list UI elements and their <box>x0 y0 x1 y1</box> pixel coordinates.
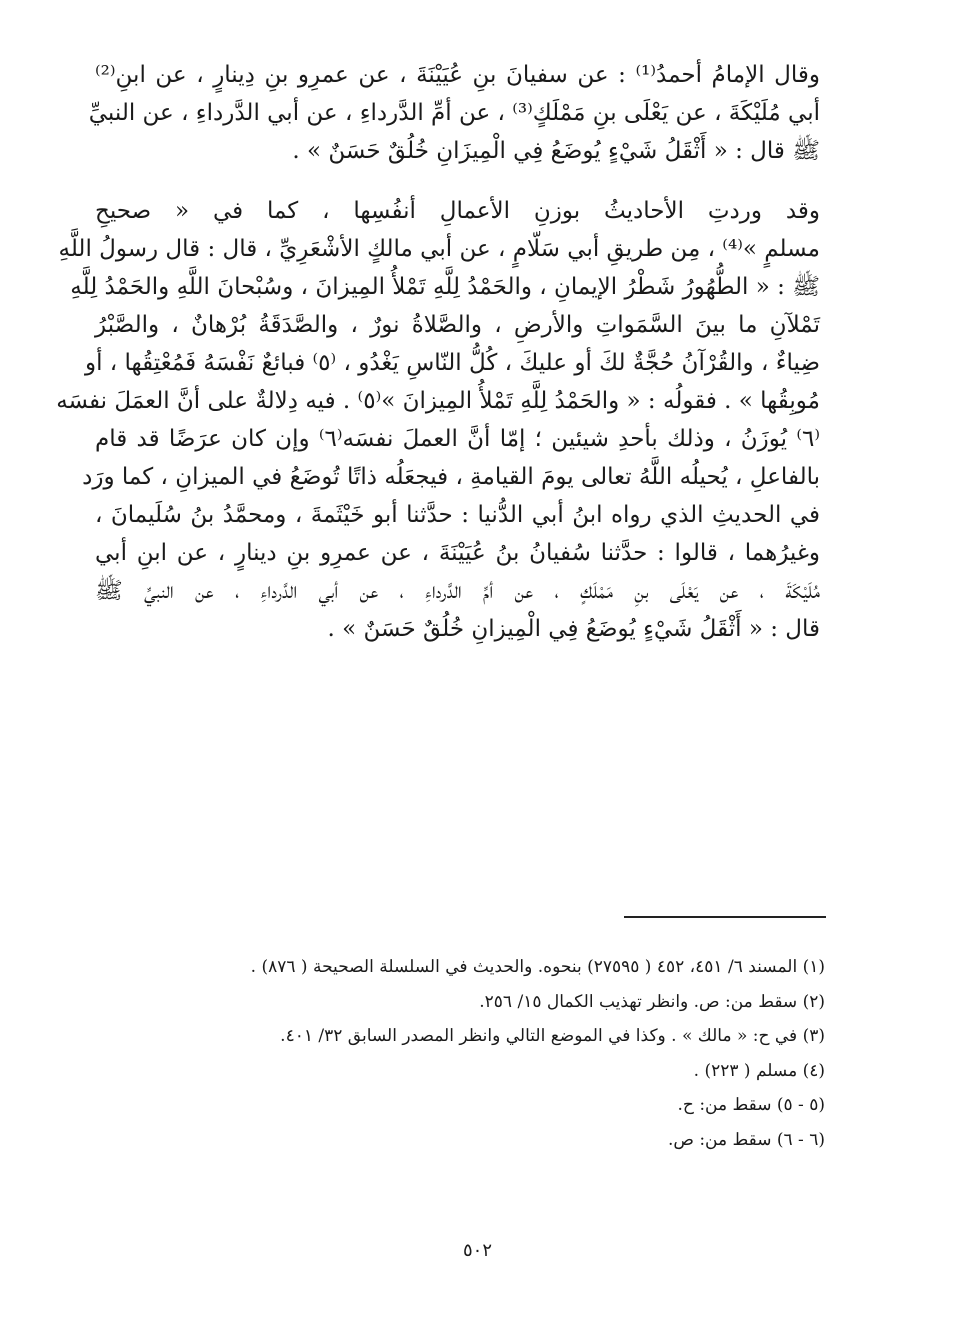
paragraph <box>88 60 820 174</box>
text-line: مُوبِقُها » . فقولُه : « والحَمْدُ لِلَّهِ تَمْلأُ المِيزانَ »⁽٥⁾ . فيه دِلالةٌ على أنَّ العمَلَ نفسَه <box>56 388 820 414</box>
text-line: في الحديثِ الذي رواه ابنُ أبي الدُّنيا : حدَّثنا أبو خَيْثَمةَ ، ومحمَّدُ بنُ سُلَيمانَ ، <box>95 502 820 528</box>
text-line: قال : « أَثْقَلُ شَيْءٍ يُوضَعُ فِي الْمِيزانِ خُلُقٌ حَسَنٌ » . <box>327 616 820 642</box>
text-line: بالفاعلِ ، يُحيلُه اللَّهُ تعالى يومَ القيامةِ ، فيجعَلُه ذاتًا تُوضَعُ في الميزانِ ، كما ورَد <box>82 464 820 490</box>
paragraph <box>56 196 821 652</box>
text-line: وغيرُهما ، قالوا : حدَّثنا سُفيانُ بنُ عُيَيْنَةَ ، عن عمرِو بنِ دينارٍ ، عن ابنِ أبي <box>95 540 820 566</box>
text-line: ﷺ قال : « أَثْقَلُ شَيْءٍ يُوضَعُ فِي الْمِيزَانِ خُلُقٌ حَسَنٌ » . <box>292 138 820 164</box>
main-text <box>56 60 821 652</box>
footnote: (٥ - ٥) سقط من: ح. <box>677 1095 825 1115</box>
footnote: (١) المسند ٦/ ٤٥١، ٤٥٢ ( ٢٧٥٩٥) بنحوه. والحديث في السلسلة الصحيحة ( ٨٧٦) . <box>250 957 825 977</box>
text-line: وقال الإمامُ أحمدُ⁽¹⁾ : عن سفيانَ بنِ عُيَيْنَةَ ، عن عمرِو بنِ دِينارٍ ، عن ابنِ⁽²⁾ <box>95 62 820 88</box>
footnote: (٣) في ح: « مالك » . وكذا في الموضع التالي وانظر المصدر السابق ٣٢/ ٤٠١. <box>280 1026 825 1046</box>
text-line: ⁽٦⁾ يُوزَنُ ، وذلك بأحدِ شيئين ؛ إمّا أنَّ العملَ نفسَه⁽٦⁾ وإن كان عرَضًا قد قام <box>95 426 821 452</box>
footnote-separator <box>624 916 826 918</box>
footnotes <box>150 953 825 1160</box>
footnote: (٦ - ٦) سقط من: ص. <box>667 1129 825 1150</box>
text-line: أبي مُلَيْكَةَ ، عن يَعْلَى بنِ مَمْلَكٍ⁽³⁾ ، عن أمِّ الدَّرداءِ ، عن أبي الدَّرداءِ ، عن النبيِّ <box>88 100 820 126</box>
footnote: (٢) سقط من: ص. وانظر تهذيب الكمال ١٥/ ٢٥٦. <box>479 991 825 1012</box>
paragraph-gap <box>95 174 820 196</box>
text-line: مسلمٍ »⁽⁴⁾ ، مِن طريقِ أبي سَلّامٍ ، عن أبي مالكٍ الأشْعَرِيِّ ، قال : قال رسولُ اللَّهِ <box>58 236 820 262</box>
text-line: ﷺ : « الطُّهُورُ شَطْرُ الإيمانِ ، والحَمْدُ لِلَّهِ تَمْلأُ المِيزانَ ، وسُبْحانَ اللَّهِ والحَمْدُ لِلَّهِ <box>70 274 820 300</box>
footnote: (٤) مسلم ( ٢٢٣) . <box>693 1060 825 1081</box>
page-number: ٥٠٢ <box>462 1240 492 1261</box>
text-line: تَمْلآنِ ما بينَ السَّمَواتِ والأرضِ ، والصَّلاةُ نورٌ ، والصَّدَقَةُ بُرْهانٌ ، والصَّبْرُ <box>95 312 820 338</box>
text-line: وقد وردتِ الأحاديثُ بوزنِ الأعمالِ أنفُسِها ، كما في « صحيحِ <box>95 198 820 224</box>
text-line: مُلَيْكَةَ ، عن يَعْلَى بنِ مَمْلَكٍ ، عن أمِّ الدَّرداءِ ، عن أبي الدَّرداءِ ، عن النبيِّ ﷺ <box>95 578 820 604</box>
text-line: ضِياءٌ ، والقُرْآنُ حُجَّةٌ لكَ أو عليكَ ، كُلُّ النّاسِ يَغْدُو ، ⁽٥⁾ فبائعٌ نَفْسَهُ فَمُعْتِقُها ، أو <box>85 350 820 376</box>
